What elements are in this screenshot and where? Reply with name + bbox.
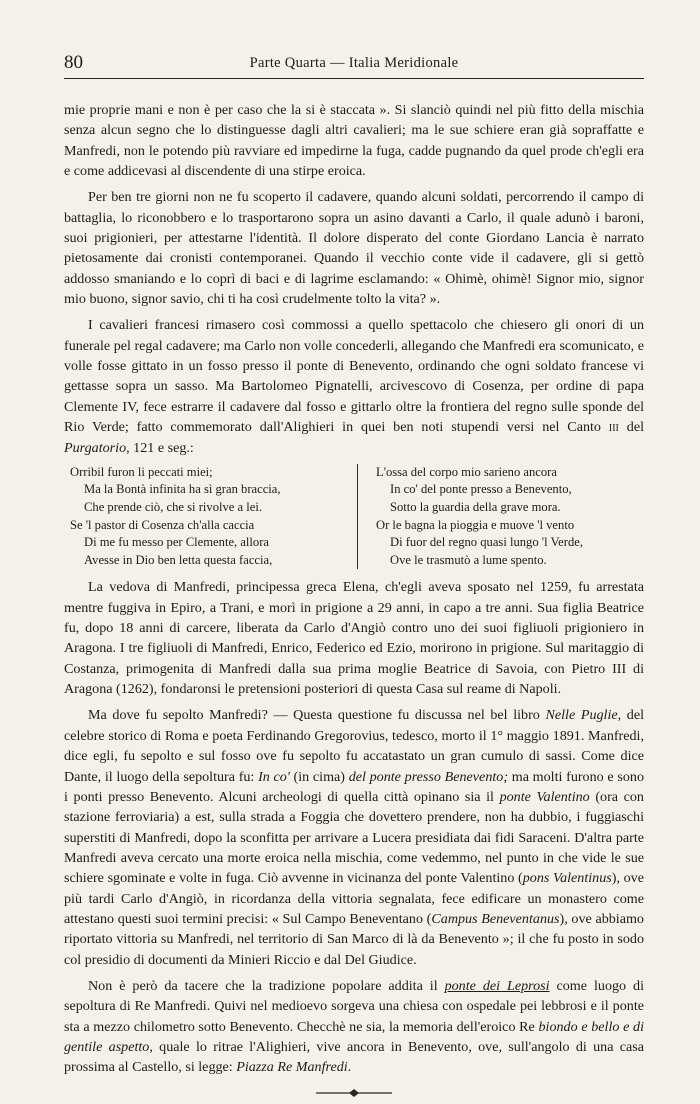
verse-line: Ove le trasmutò a lume spento. [390, 552, 547, 567]
paragraph-4: La vedova di Manfredi, principessa greca Elena, ch'egli aveva sposato nel 1259, fu arrestata mentre fuggiva in Epiro, a Trani, e morì in prigione a 29 anni, in capo a tre anni. Sua figlia Beatrice fu, dopo 18 anni di carcere, liberata da Carlo d'Angiò contro uno dei suoi figliuoli prigioniero in Aragona. I tre figliuoli di Manfredi, Enrico, Federico ed Ezio, morirono in prigione. Sul maritaggio di Costanza, primogenita di Manfredi dalla sua prima moglie Beatrice di Savoia, con Pietro III di Aragona (1262), fondaronsi le pretensioni posteriori di questa Casa sul reame di Napoli. [64, 579, 644, 698]
page-header [64, 50, 644, 79]
canto-numeral: iii [608, 419, 619, 436]
section-end-ornament [64, 1084, 644, 1104]
book-title: Nelle Puglie [545, 707, 618, 724]
verse-line: Orribil furon li peccati miei; [70, 464, 213, 479]
verse-line: Di me fu messo per Clemente, allora [84, 535, 270, 550]
verse-line: Di fuor del regno quasi lungo 'l Verde, [390, 535, 584, 550]
verse-column-left [70, 464, 340, 570]
paragraph-1: mie proprie mani e non è per caso che la si è staccata ». Si slanciò quindi nel più fitto della mischia senza alcun segno che lo distinguesse dagli altri cavalieri; ma le sue schiere eran già sopraffatte e Manfredi, non le potendo più ravviare ed impedirne la fuga, cadde pugnando da quel prode ch'egli era e come addicevasi al discendente di una stirpe eroica. [64, 102, 644, 180]
running-head: Parte Quarta — Italia Meridionale [249, 55, 459, 71]
paragraph-6: Non è però da tacere che la tradizione popolare addita il ponte dei Leprosi come luogo di sepoltura di Re Manfredi. Quivi nel medioevo sorgeva una chiesa con ospedale pei lebbrosi e il ponte sta a mezzo chilometro sotto Benevento. Checchè ne sia, la memoria dell'eroico Re biondo e bello e di gentile aspetto, quale lo ritrae l'Alighieri, vive ancora in Benevento, ove, sull'angolo di una casa prossima al Castello, si legge: Piazza Re Manfredi. [64, 977, 644, 1076]
page-body [64, 100, 644, 1104]
verse-line: Sotto la guardia della grave mora. [390, 500, 561, 515]
verse-line: Ma la Bontà infinita ha sì gran braccia, [84, 482, 281, 497]
verse-line: Se 'l pastor di Cosenza ch'alla caccia [70, 517, 255, 532]
purgatorio-title: Purgatorio [64, 439, 127, 456]
verse-line: Or le bagna la pioggia e muove 'l vento [376, 517, 575, 532]
verse-line: Che prende ciò, che si rivolve a lei. [84, 500, 262, 515]
dante-verses [64, 464, 644, 570]
verse-line: Avesse in Dio ben letta questa faccia, [84, 552, 273, 567]
paragraph-2: Per ben tre giorni non ne fu scoperto il cadavere, quando alcuni soldati, percorrendo il campo di battaglia, lo riconobbero e lo trasportarono sopra un asino davanti a Carlo, il quale adunò i baroni, suoi prigionieri, per attestarne l'identità. Il dolore disperato del conte Giordano Lancia è narrato pietosamente dai cronisti contemporanei. Quando il vecchio conte vide il cadavere, gli si gettò addosso smaniando e lo coprì di baci e di lagrime esclamando: « Ohimè, ohimè! Signor mio, signor mio buono, signor savio, chi ti ha così crudelmente tolto la vita? ». [64, 189, 644, 308]
page-number: 80 [64, 52, 83, 73]
verse-column-right [357, 464, 638, 570]
paragraph-3: I cavalieri francesi rimasero così commossi a quello spettacolo che chiesero gli onori di un funerale pel regal cadavere; ma Carlo non volle concederli, allegando che Manfredi era scomunicato, e volle fosse gittato in un fosso presso il ponte di Benevento, ordinando che ogni soldato francese vi gettasse sopra un sasso. Ma Bartolomeo Pignatelli, arcivescovo di Cosenza, per ordine di papa Clemente IV, fece estrarre il cadavere dal fosso e gittarlo oltre la frontiera del regno sulle sponde del Rio Verde; fatto commemorato dall'Alighieri in quei ben noti stupendi versi nel Canto iii del Purgatorio, 121 e seg.: [64, 317, 644, 456]
verse-line: L'ossa del corpo mio sarieno ancora [376, 464, 557, 479]
paragraph-5: Ma dove fu sepolto Manfredi? — Questa questione fu discussa nel bel libro Nelle Puglie, del celebre storico di Roma e poeta Ferdinando Gregorovius, tedesco, morto il 1° maggio 1891. Manfredi, dice egli, fu sepolto e sul fosso ove fu sepolto fu accatastato un gran cumulo di sassi. Come dice Dante, il luogo della sepoltura fu: In co' (in cima) del ponte presso Benevento; ma molti furono e sono i ponti presso Benevento. Alcuni archeologi di quella città opinano sia il ponte Valentino (ora con stazione ferroviaria) a est, sulla strada a Foggia che dovettero prendere, non ha dubbio, i fuggiaschi superstiti di Manfredi, dopo la sconfitta per arrivare a Lucera presidiata dai fidi Saraceni. D'altra parte Manfredi aveva cercato una morte eroica nella mischia, come vedemmo, nel punto in che vide le sue schiere sgominate e volte in fuga. Ciò avvenne in vicinanza del ponte Valentino (pons Valentinus), ove più tardi Carlo d'Angiò, in ricordanza della vittoria segnalata, fece edificare un monastero come attestano questi suoi termini precisi: « Sul Campo Beneventano (Campus Beneventanus), ove abbiamo riportato vittoria su Manfredi, nel territorio di San Marco di là da Benevento »; il che fu posto in sodo col presidio di documenti da Minieri Riccio e dal Del Giudice. [64, 707, 645, 968]
verse-line: In co' del ponte presso a Benevento, [390, 482, 572, 497]
